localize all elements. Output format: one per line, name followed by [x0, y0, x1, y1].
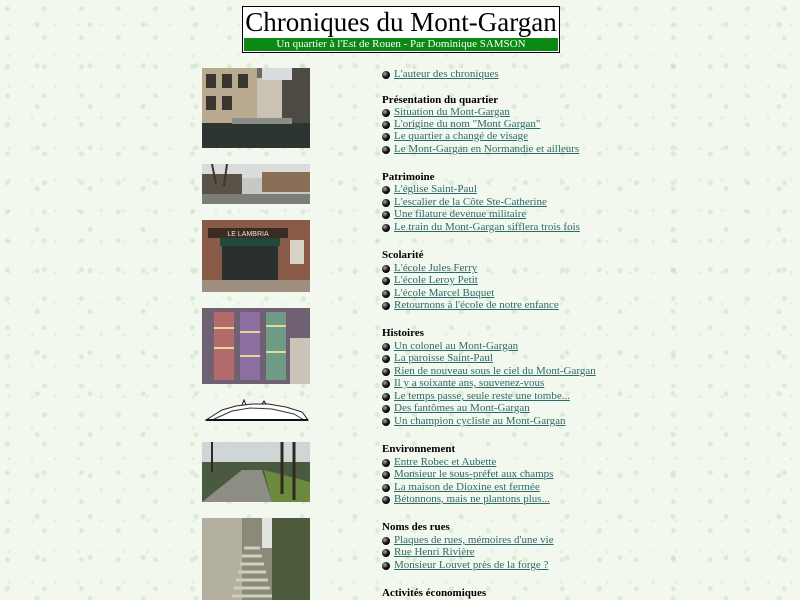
bullet-icon: [382, 471, 390, 479]
nav-link[interactable]: L'école Marcel Buquet: [394, 287, 495, 299]
bullet-icon: [382, 368, 390, 376]
stone-stairs-photo: [202, 518, 310, 600]
bullet-icon: [382, 380, 390, 388]
bullet-icon: [382, 355, 390, 363]
bullet-icon: [382, 343, 390, 351]
nav-link[interactable]: Rue Henri Rivière: [394, 546, 475, 558]
author-link[interactable]: L'auteur des chroniques: [394, 68, 499, 80]
nav-link[interactable]: Un champion cycliste au Mont-Gargan: [394, 415, 566, 427]
nav-link[interactable]: L'école Jules Ferry: [394, 262, 478, 274]
nav-link[interactable]: Le train du Mont-Gargan sifflera trois fois: [394, 221, 580, 233]
nav-link[interactable]: Un colonel au Mont-Gargan: [394, 340, 519, 352]
section-title: Activités économiques: [382, 587, 487, 599]
nav-link[interactable]: Monsieur le sous-préfet aux champs: [394, 468, 554, 480]
shop-front-photo: [202, 220, 310, 292]
nav-link[interactable]: Il y a soixante ans, souvenez-vous: [394, 377, 545, 389]
nav-link[interactable]: Entre Robec et Aubette: [394, 456, 497, 468]
bullet-icon: [382, 265, 390, 273]
bullet-icon: [382, 393, 390, 401]
nav-link[interactable]: Le temps passe, seule reste une tombe...: [394, 390, 570, 402]
section-title: Noms des rues: [382, 521, 450, 533]
bullet-icon: [382, 459, 390, 467]
canal-houses-photo: [202, 68, 310, 148]
street-photo: [202, 164, 310, 204]
bullet-icon: [382, 496, 390, 504]
nav-link[interactable]: Des fantômes au Mont-Gargan: [394, 402, 530, 414]
stained-glass-photo: [202, 308, 310, 384]
nav-link[interactable]: Monsieur Louvet près de la forge ?: [394, 559, 549, 571]
bullet-icon: [382, 211, 390, 219]
section-title: Présentation du quartier: [382, 94, 499, 106]
nav-link[interactable]: La maison de Dioxine est fermée: [394, 481, 540, 493]
bullet-icon: [382, 484, 390, 492]
bullet-icon: [382, 405, 390, 413]
bullet-icon: [382, 290, 390, 298]
bullet-icon: [382, 562, 390, 570]
nav-link[interactable]: Le quartier a changé de visage: [394, 130, 529, 142]
bullet-icon: [382, 418, 390, 426]
nav-link[interactable]: Plaques de rues, mémoires d'une vie: [394, 534, 554, 546]
nav-link[interactable]: Situation du Mont-Gargan: [394, 106, 510, 118]
nav-link[interactable]: L'église Saint-Paul: [394, 183, 477, 195]
section-title: Scolarité: [382, 249, 424, 261]
section-title: Histoires: [382, 327, 424, 339]
bullet-icon: [382, 199, 390, 207]
nav-link[interactable]: L'origine du nom "Mont Gargan": [394, 118, 541, 130]
bullet-icon: [382, 71, 390, 79]
bullet-icon: [382, 302, 390, 310]
bullet-icon: [382, 146, 390, 154]
bullet-icon: [382, 549, 390, 557]
nav-link[interactable]: Une filature devenue militaire: [394, 208, 527, 220]
shop-sign-text: LE LAMBRIA: [227, 231, 269, 238]
nav-link[interactable]: La paroisse Saint-Paul: [394, 352, 493, 364]
bullet-icon: [382, 224, 390, 232]
nav-link[interactable]: L'escalier de la Côte Ste-Catherine: [394, 196, 547, 208]
nav-link[interactable]: Rien de nouveau sous le ciel du Mont-Gargan: [394, 365, 596, 377]
bullet-icon: [382, 186, 390, 194]
section-title: Environnement: [382, 443, 456, 455]
tree-lined-road-photo: [202, 442, 310, 502]
village-sketch: [202, 398, 310, 424]
page-subtitle: Un quartier à l'Est de Rouen - Par Dominique SAMSON: [244, 38, 558, 51]
section-title: Patrimoine: [382, 171, 435, 183]
nav-link[interactable]: L'école Leroy Petit: [394, 274, 478, 286]
page-title: Chroniques du Mont-Gargan: [245, 7, 557, 37]
site-header: [242, 6, 560, 53]
nav-link[interactable]: Retournons à l'école de notre enfance: [394, 299, 559, 311]
bullet-icon: [382, 537, 390, 545]
bullet-icon: [382, 133, 390, 141]
nav-link[interactable]: Le Mont-Gargan en Normandie et ailleurs: [394, 143, 580, 155]
bullet-icon: [382, 121, 390, 129]
bullet-icon: [382, 109, 390, 117]
bullet-icon: [382, 277, 390, 285]
nav-link[interactable]: Bétonnons, mais ne plantons plus...: [394, 493, 550, 505]
